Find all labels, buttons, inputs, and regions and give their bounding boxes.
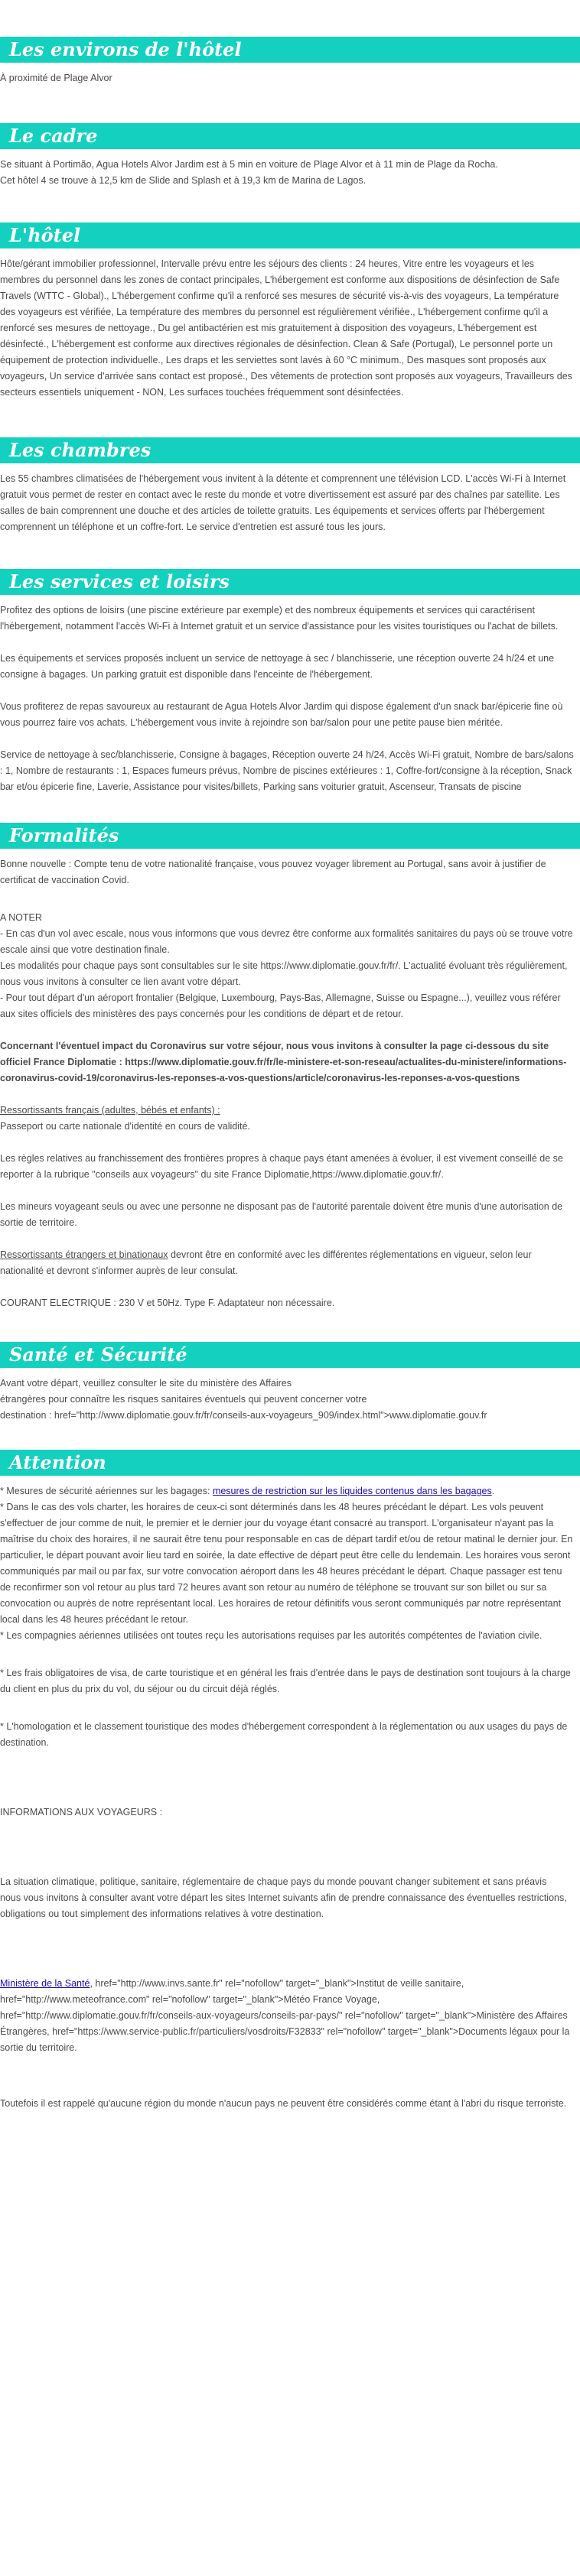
- environs-text: À proximité de Plage Alvor: [0, 73, 112, 83]
- cadre-section: [0, 123, 580, 189]
- chambres-heading: Les chambres: [0, 437, 580, 463]
- mineurs-text: Les mineurs voyageant seuls ou avec une personne ne disposant pas de l'autorité parentale doivent être munis d'une autorisation de sortie de territoire.: [0, 1201, 563, 1228]
- ressortissants-text: Passeport ou carte nationale d'identité en cours de validité.: [0, 1121, 250, 1132]
- sante-line-3: destination : href="http://www.diplomatie.gouv.fr/fr/conseils-aux-voyageurs_909/index.html">www.diplomatie.gouv.fr: [0, 1410, 487, 1421]
- chambres-text: Les 55 chambres climatisées de l'hébergement vous invitent à la détente et comprennent une télévision LCD. L'accès Wi-Fi à Internet gratuit vous permet de rester en contact avec le reste du monde et votre divertissement est assuré par des chaînes par satellite. Les salles de bain comprennent une douche et des articles de toilette gratuits. Les équipements et services offerts par l'hébergement comprennent un téléphone et un coffre-fort. Le service d'entretien est assuré tous les jours.: [0, 473, 566, 532]
- environs-section: [0, 0, 580, 86]
- formalites-intro: Bonne nouvelle : Compte tenu de votre nationalité française, vous pouvez voyager librement au Portugal, sans avoir à justifier de certificat de vaccination Covid.: [0, 859, 546, 885]
- covid-notice: Concernant l'éventuel impact du Coronavirus sur votre séjour, nous vous invitons à consulter la page ci-dessous du site officiel France Diplomatie : https://www.diplomatie.gouv.fr/fr/le-ministere-et-son-reseau/actualites-du-ministere/informations-coronavirus-covid-19/coronavirus-les-reponses-a-vos-questions/article/coronavirus-les-reponses-a-vos-questions: [0, 1041, 567, 1083]
- ministere-link[interactable]: Ministère de la Santé: [0, 1978, 90, 1989]
- sante-section: [0, 1342, 580, 1424]
- etrangers-underlined: Ressortissants étrangers et binationaux: [0, 1249, 168, 1260]
- cadre-heading: Le cadre: [0, 123, 580, 149]
- services-para-3: Vous profiterez de repas savoureux au restaurant de Agua Hotels Alvor Jardim qui dispose également d'un snack bar/épicerie fine où vous pourrez faire vos achats. L'hébergement vous invite à rejoindre son bar/salon pour une petite pause bien méritée.: [0, 701, 563, 728]
- anoter-line-2: Les modalités pour chaque pays sont consultables sur le site https://www.diplomatie.gouv.fr/fr/. L'actualité évoluant très régulièrement, nous vous invitons à consulter ce lien avant votre départ.: [0, 960, 568, 987]
- mesures-suffix: .: [491, 1486, 495, 1496]
- formalites-heading: Formalités: [0, 823, 580, 849]
- sante-heading: Santé et Sécurité: [0, 1342, 580, 1368]
- anoter-line-3: - Pour tout départ d'un aéroport frontalier (Belgique, Luxembourg, Pays-Bas, Allemagne, Suisse ou Espagne...), veuillez vous référer aux sites officiels des ministères des pays concernés pour les conditions de départ et de retour.: [0, 992, 561, 1019]
- ressortissants-title: Ressortissants français (adultes, bébés et enfants) :: [0, 1105, 220, 1116]
- homologation-text: * L'homologation et le classement touristique des modes d'hébergement correspondent à la réglementation ou aux usages du pays de destination.: [0, 1721, 568, 1748]
- services-para-2: Les équipements et services proposés incluent un service de nettoyage à sec / blanchisserie, une réception ouverte 24 h/24 et une consigne à bagages. Un parking gratuit est disponible dans l'enceinte de l'hébergement.: [0, 653, 555, 680]
- mesures-link[interactable]: mesures de restriction sur les liquides contenus dans les bagages: [212, 1486, 492, 1496]
- cadre-line-2: Cet hôtel 4 se trouve à 12,5 km de Slide and Splash et à 19,3 km de Marina de Lagos.: [0, 175, 367, 186]
- compagnies-text: * Les compagnies aériennes utilisées ont toutes reçu les autorisations requises par les autorités compétentes de l'aviation civile.: [0, 1630, 543, 1641]
- hotel-section: [0, 223, 580, 401]
- situation-line-1: La situation climatique, politique, sanitaire, réglementaire de chaque pays du monde pouvant changer subitement et sans préavis: [0, 1876, 547, 1887]
- sante-line-2: étrangères pour connaître les risques sanitaires éventuels qui peuvent concerner votre: [0, 1394, 367, 1405]
- anoter-line-1: - En cas d'un vol avec escale, nous vous informons que vous devrez être conforme aux formalités sanitaires du pays où se trouve votre escale ainsi que votre destination finale.: [0, 928, 573, 955]
- courant-text: COURANT ELECTRIQUE : 230 V et 50Hz. Type F. Adaptateur non nécessaire.: [0, 1298, 335, 1308]
- regles-text: Les règles relatives au franchissement des frontières propres à chaque pays étant amenées à évoluer, il est vivement conseillé de se reporter à la rubrique "conseils aux voyageurs" du site France Diplomatie,https://www.diplomatie.gouv.fr/.: [0, 1153, 563, 1180]
- info-voyageurs-title: INFORMATIONS AUX VOYAGEURS :: [0, 1807, 163, 1817]
- sante-line-1: Avant votre départ, veuillez consulter le site du ministère des Affaires: [0, 1378, 292, 1389]
- attention-heading: Attention: [0, 1450, 580, 1476]
- situation-line-2: nous vous invitons à consulter avant votre départ les sites Internet suivants afin de prendre connaissance des éventuelles restrictions, obligations ou tout simplement des informations relatives à votre destination.: [0, 1892, 567, 1919]
- services-heading: Les services et loisirs: [0, 569, 580, 595]
- services-section: [0, 569, 580, 795]
- etrangers-rest: devront être en conformité avec les différentes réglementations en vigueur, selon leur nationalité et devront s'informer auprès de leur consulat.: [0, 1249, 532, 1276]
- services-para-1: Profitez des options de loisirs (une piscine extérieure par exemple) et des nombreux équipements et services qui caractérisent l'hébergement, notamment l'accès Wi-Fi à Internet gratuit et un service d'assistance pour les visites touristiques ou l'achat de billets.: [0, 605, 559, 632]
- mesures-text: [0, 1483, 574, 1499]
- vols-text: * Dans le cas des vols charter, les horaires de ceux-ci sont déterminés dans les 48 heures précédant le départ. Les vols peuvent s'effectuer de jour comme de nuit, le premier et le dernier jour du voyage étant consacré au transport. L'organisateur n'ayant pas la maîtrise du choix des horaires, il ne saurait être tenu pour responsable en cas de départ tardif et/ou de retour matinal le dernier jour. En particulier, le départ pouvant avoir lieu tard en soirée, la date effective de départ peut être celle du lendemain. Les horaires vous seront communiqués par mail ou par fax, sur votre convocation aéroport dans les 48 heures précédant le départ. Chaque passager est tenu de reconfirmer son vol retour au plus tard 72 heures avant son retour au numéro de téléphone se trouvant sur son billet ou sur sa convocation ou auprès de notre représentant local. Les horaires de retour définitifs vous seront communiqués par notre représentant local dans les 48 heures précédant le retour.: [0, 1502, 573, 1625]
- ministere-text: [0, 1976, 574, 2056]
- anoter-title: A NOTER: [0, 912, 42, 923]
- etrangers-text: [0, 1247, 574, 1279]
- chambres-section: [0, 437, 580, 535]
- attention-section: [0, 1450, 580, 2112]
- hotel-heading: L'hôtel: [0, 223, 580, 249]
- environs-heading: Les environs de l'hôtel: [0, 37, 580, 63]
- mesures-prefix: * Mesures de sécurité aériennes sur les bagages:: [0, 1486, 213, 1496]
- hotel-text: Hôte/gérant immobilier professionnel, Intervalle prévu entre les séjours des clients : 24 heures, Vitre entre les voyageurs et les membres du personnel dans les zones de contact principales, L'hébergement est conforme aux dispositions de désinfection de Safe Travels (WTTC - Global)., L'hébergement confirme qu'il a renforcé ses mesures de sécurité vis-à-vis des voyageurs, La température des voyageurs est vérifiée, La température des membres du personnel est régulièrement vérifiée., L'hébergement confirme qu'il a renforcé ses mesures de nettoyage., Du gel antibactérien est mis gratuitement à disposition des voyageurs, L'hébergement est désinfecté., L'hébergement est conforme aux directives régionales de désinfection. Clean & Safe (Portugal), Le personnel porte un équipement de protection individuelle., Les draps et les serviettes sont lavés à 60 °C minimum., Des masques sont proposés aux voyageurs, Un service d'arrivée sans contact est proposé., Des vêtements de protection sont proposés aux voyageurs, Travailleurs des secteurs essentiels uniquement - NON, Les surfaces touchées fréquemment sont désinfectées.: [0, 258, 572, 398]
- formalites-section: [0, 823, 580, 1311]
- frais-text: * Les frais obligatoires de visa, de carte touristique et en général les frais d'entrée dans le pays de destination sont toujours à la charge du client en plus du prix du vol, du séjour ou du circuit déjà réglés.: [0, 1668, 571, 1694]
- toutefois-text: Toutefois il est rappelé qu'aucune région du monde n'aucun pays ne peuvent être considérés comme étant à l'abri du risque terroriste.: [0, 2098, 567, 2109]
- ministere-rest: , href="http://www.invs.sante.fr" rel="nofollow" target="_blank">Institut de veille sanitaire, href="http://www.meteofrance.com" rel="nofollow" target="_blank">Météo France Voyage, href="http://www.diplomatie.gouv.fr/fr/conseils-aux-voyageurs/conseils-par-pays/" rel="nofollow" target="_blank">Ministère des Affaires Étrangères, href="https://www.service-public.fr/particuliers/vosdroits/F32833" rel="nofollow" target="_blank">Documents légaux pour la sortie du territoire.: [0, 1978, 570, 2053]
- services-para-4: Service de nettoyage à sec/blanchisserie, Consigne à bagages, Réception ouverte 24 h/24, Accès Wi-Fi gratuit, Nombre de bars/salons : 1, Nombre de restaurants : 1, Espaces fumeurs prévus, Nombre de piscines extérieures : 1, Coffre-fort/consigne à la réception, Snack bar et/ou épicerie fine, Laverie, Assistance pour visites/billets, Parking sans voiturier gratuit, Ascenseur, Transats de piscine: [0, 749, 574, 792]
- cadre-line-1: Se situant à Portimão, Agua Hotels Alvor Jardim est à 5 min en voiture de Plage Alvor et à 11 min de Plage da Rocha.: [0, 159, 498, 170]
